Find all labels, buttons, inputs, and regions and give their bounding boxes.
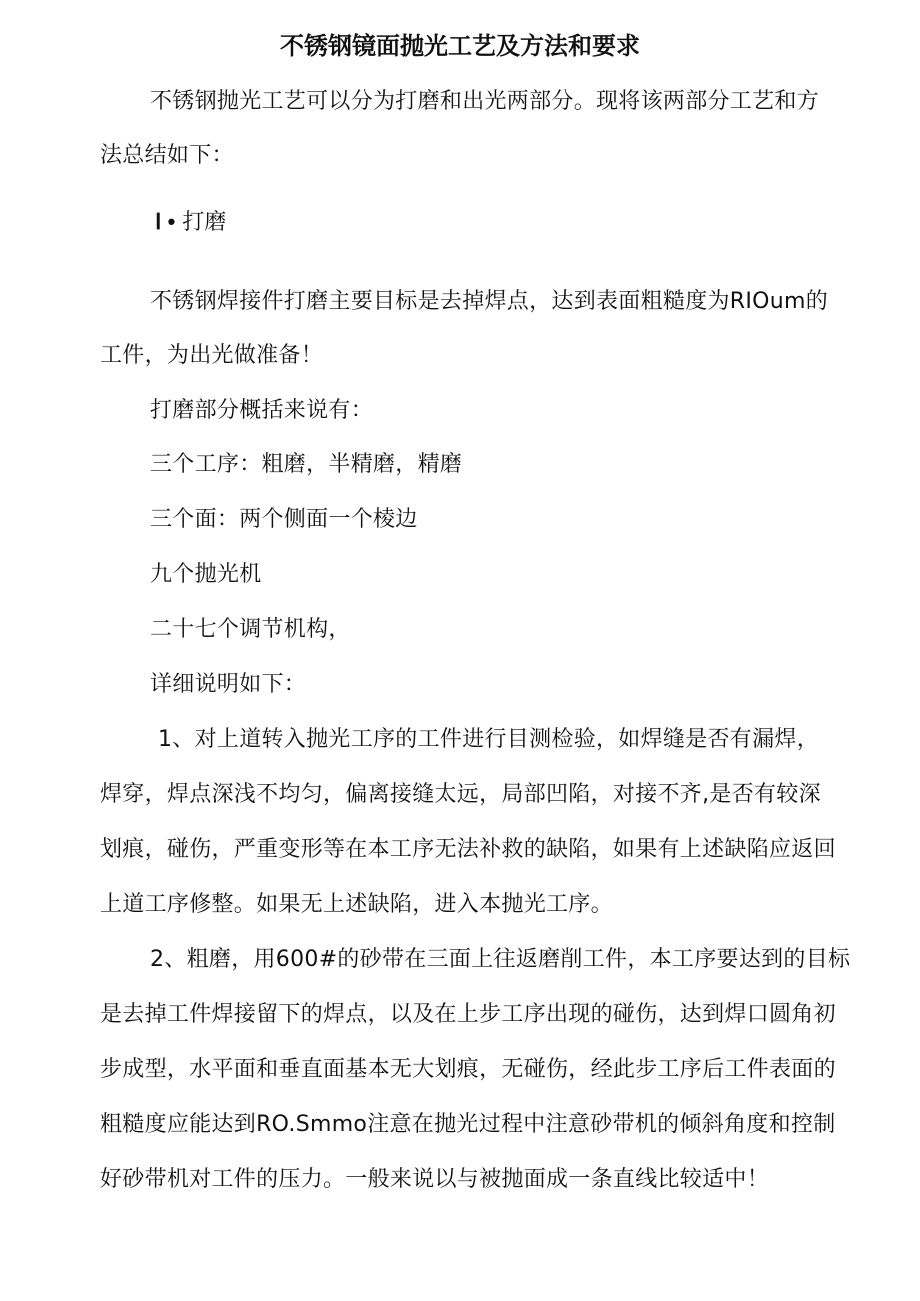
step1-line-2: 焊穿，焊点深浅不均匀，偏离接缝太远，局部凹陷，对接不齐,是否有较深 xyxy=(100,782,821,807)
detail-intro: 详细说明如下： xyxy=(150,672,307,697)
intro-line-2: 法总结如下： xyxy=(100,143,234,168)
summary-intro: 打磨部分概括来说有： xyxy=(150,398,374,423)
step1-line-4: 上道工序修整。如果无上述缺陷，进入本抛光工序。 xyxy=(100,892,613,917)
step2-line-4: 粗糙度应能达到RO.Smmo注意在抛光过程中注意砂带机的倾斜角度和控制 xyxy=(100,1112,836,1137)
summary-item-processes: 三个工序：粗磨，半精磨，精磨 xyxy=(150,452,463,477)
para1-line-1: 不锈钢焊接件打磨主要目标是去掉焊点，达到表面粗糙度为RIOum的 xyxy=(150,289,829,314)
step2-line-3: 步成型，水平面和垂直面基本无大划痕，无碰伤，经此步工序后工件表面的 xyxy=(100,1057,836,1082)
step1-line-1: 1、对上道转入抛光工序的工件进行目测检验，如焊缝是否有漏焊， xyxy=(158,727,819,752)
section-number: Ⅰ • xyxy=(155,209,176,234)
summary-item-mechanisms: 二十七个调节机构， xyxy=(150,617,351,642)
step2-line-5: 好砂带机对工件的压力。一般来说以与被抛面成一条直线比较适中！ xyxy=(100,1167,770,1192)
section-title: 打磨 xyxy=(182,210,227,235)
section-heading xyxy=(155,207,226,238)
summary-item-machines: 九个抛光机 xyxy=(150,562,262,587)
para1-line-2: 工件，为出光做准备！ xyxy=(100,343,324,368)
step2-line-2: 是去掉工件焊接留下的焊点，以及在上步工序出现的碰伤，达到焊口圆角初 xyxy=(100,1002,836,1027)
document-title: 不锈钢镜面抛光工艺及方法和要求 xyxy=(280,32,640,60)
step2-line-1: 2、粗磨，用600#的砂带在三面上往返磨削工件，本工序要达到的目标 xyxy=(150,947,851,972)
intro-line-1: 不锈钢抛光工艺可以分为打磨和出光两部分。现将该两部分工艺和方 xyxy=(150,89,820,114)
step1-line-3: 划痕，碰伤，严重变形等在本工序无法补救的缺陷，如果有上述缺陷应返回 xyxy=(100,837,836,862)
summary-item-faces: 三个面：两个侧面一个棱边 xyxy=(150,507,418,532)
